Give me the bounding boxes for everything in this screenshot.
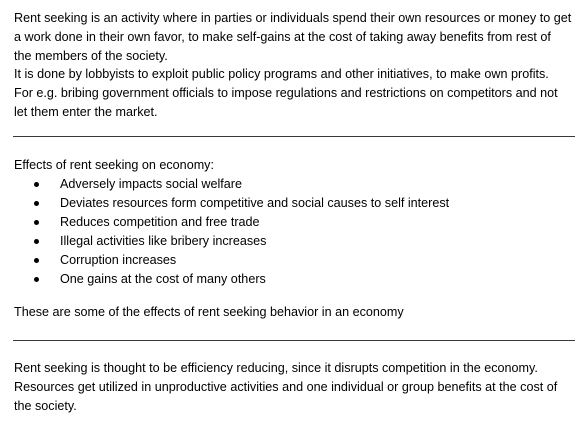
effect-item-text: One gains at the cost of many others [60, 271, 266, 286]
intro-line-2: a work done in their own favor, to make self-gains at the cost of taking away benefits from rest of [14, 29, 551, 44]
conclusion-line-2: Resources get utilized in unproductive activities and one individual or group benefits at the cost of [14, 379, 558, 394]
intro-paragraph [14, 9, 570, 122]
list-item [14, 232, 449, 251]
intro-line-6: let them enter the market. [14, 104, 158, 119]
effect-item-text: Reduces competition and free trade [60, 214, 260, 229]
effect-item-text: Corruption increases [60, 252, 177, 267]
bullet-icon [34, 201, 39, 206]
effects-list [14, 175, 449, 288]
list-item [14, 175, 449, 194]
effect-item-text: Illegal activities like bribery increases [60, 233, 267, 248]
list-item [14, 251, 449, 270]
section-divider-2 [13, 340, 575, 341]
conclusion-line-3: the society. [14, 398, 77, 413]
intro-line-1: Rent seeking is an activity where in parties or individuals spend their own resources or money to get [14, 11, 572, 25]
intro-line-5: For e.g. bribing government officials to impose regulations and restrictions on competitors and not [14, 86, 558, 101]
section-divider-1 [13, 136, 575, 137]
intro-line-3: the members of the society. [14, 48, 168, 63]
effect-item-text: Adversely impacts social welfare [60, 177, 242, 191]
bullet-icon [34, 239, 39, 244]
bullet-icon [34, 258, 39, 263]
effect-item-text: Deviates resources form competitive and social causes to self interest [60, 195, 450, 210]
bullet-icon [34, 220, 39, 225]
effects-heading: Effects of rent seeking on economy: [14, 158, 214, 172]
bullet-icon [34, 182, 39, 187]
intro-line-4: It is done by lobbyists to exploit public policy programs and other initiatives, to make own profits. [14, 67, 549, 82]
list-item [14, 194, 449, 213]
list-item [14, 270, 449, 289]
list-item [14, 213, 449, 232]
effects-summary: These are some of the effects of rent seeking behavior in an economy [14, 305, 404, 319]
conclusion-paragraph [14, 359, 570, 415]
conclusion-line-1: Rent seeking is thought to be efficiency reducing, since it disrupts competition in the economy. [14, 361, 538, 375]
bullet-icon [34, 277, 39, 282]
